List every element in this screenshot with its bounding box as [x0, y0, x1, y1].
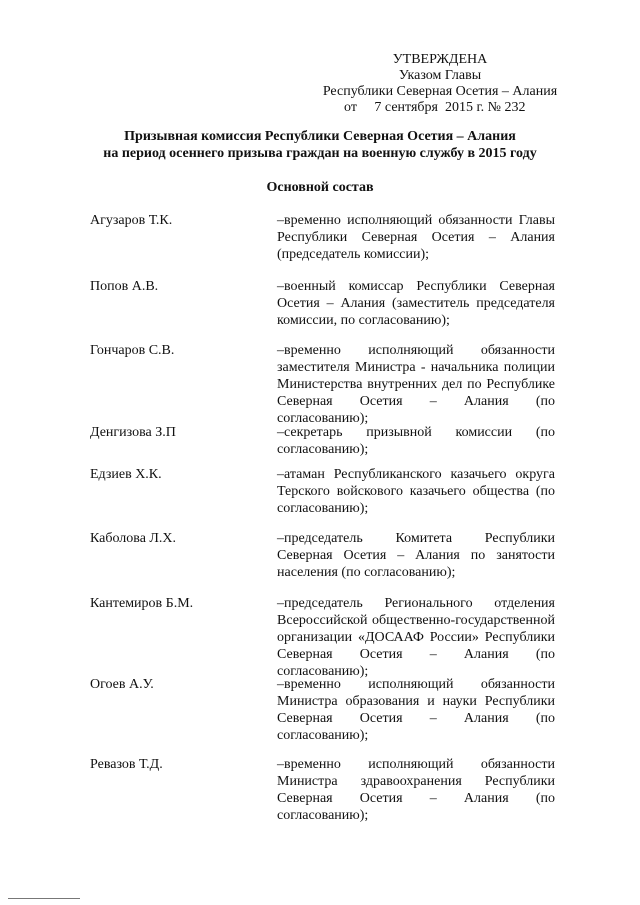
member-name: Гончаров С.В. [90, 343, 175, 358]
member-role: –председатель Регионального отделения Всероссийской общественно-государственной организации «ДОСААФ России» Республики Северная Осетия – Алания (по согласованию); [277, 596, 555, 679]
member-role: –атаман Республиканского казачьего округа Терского войскового казачьего общества (по согласованию); [277, 467, 555, 516]
member-name: Огоев А.У. [90, 677, 154, 692]
member-name: Кантемиров Б.М. [90, 596, 194, 611]
member-name: Ревазов Т.Д. [90, 757, 163, 772]
member-role: –временно исполняющий обязанности Главы Республики Северная Осетия – Алания (председатель комиссии); [277, 213, 555, 262]
document-title [60, 128, 580, 162]
member-role: –временно исполняющий обязанности Министра образования и науки Республики Северная Осетия – Алания (по согласованию); [277, 677, 555, 743]
section-title: Основной состав [266, 180, 374, 195]
member-role: –председатель Комитета Республики Северная Осетия – Алания по занятости населения (по согласованию); [277, 531, 555, 580]
approval-heading: УТВЕРЖДЕНА [392, 52, 488, 67]
approval-stamp [320, 52, 560, 116]
approval-republic: Республики Северная Осетия – Алания [322, 84, 558, 99]
member-name: Денгизова З.П [90, 425, 176, 440]
member-role: –временно исполняющий обязанности заместителя Министра - начальника полиции Министерства внутренних дел по Республике Северная Осетия – Алания (по согласованию); [277, 343, 555, 426]
approval-date: от 7 сентября 2015 г. № 232 [344, 100, 526, 115]
member-role: –военный комиссар Республики Северная Осетия – Алания (заместитель председателя комиссии, по согласованию); [277, 279, 555, 328]
member-role: –временно исполняющий обязанности Министра здравоохранения Республики Северная Осетия – Алания (по согласованию); [277, 757, 555, 823]
document-title-line-2: на период осеннего призыва граждан на военную службу в 2015 году [103, 146, 537, 161]
member-name: Попов А.В. [90, 279, 159, 294]
member-name: Едзиев Х.К. [90, 467, 162, 482]
footer-line [8, 898, 80, 899]
document-title-line-1: Призывная комиссия Республики Северная Осетия – Алания [124, 129, 516, 144]
approval-decree: Указом Главы [398, 68, 482, 83]
member-name: Агузаров Т.К. [90, 213, 173, 228]
member-name: Каболова Л.Х. [90, 531, 177, 546]
member-role: –секретарь призывной комиссии (по согласованию); [277, 425, 555, 457]
